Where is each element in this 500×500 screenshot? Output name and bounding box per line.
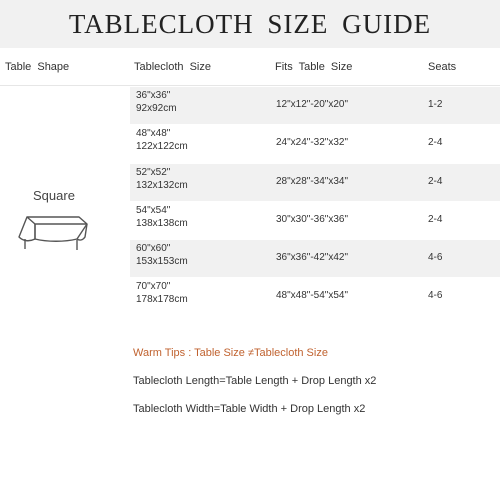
fits-table-size-cell: 12"x12"-20"x20" xyxy=(276,99,349,110)
size-inch: 52"x52" xyxy=(136,167,171,178)
tablecloth-size-cell xyxy=(136,242,188,268)
size-inch: 54"x54" xyxy=(136,205,171,216)
title-bar xyxy=(0,0,500,48)
size-cm: 122x122cm xyxy=(136,141,188,152)
tablecloth-size-cell xyxy=(136,127,188,153)
seats-cell: 2-4 xyxy=(428,176,443,187)
size-cm: 178x178cm xyxy=(136,294,188,305)
size-inch: 70"x70" xyxy=(136,281,171,292)
size-cm: 132x132cm xyxy=(136,180,188,191)
table-header xyxy=(0,48,500,86)
seats-cell: 4-6 xyxy=(428,252,443,263)
warm-tips: Warm Tips : Table Size ≠Tablecloth Size xyxy=(133,347,328,359)
size-inch: 48"x48" xyxy=(136,128,171,139)
table-row xyxy=(130,87,500,124)
seats-cell: 2-4 xyxy=(428,137,443,148)
tablecloth-size-cell xyxy=(136,204,188,230)
shape-label: Square xyxy=(33,188,75,203)
header-table-shape: Table Shape xyxy=(5,61,70,73)
tablecloth-size-cell xyxy=(136,89,177,115)
header-seats: Seats xyxy=(428,61,457,73)
seats-cell: 1-2 xyxy=(428,99,443,110)
fits-table-size-cell: 24"x24"-32"x32" xyxy=(276,137,349,148)
table-row xyxy=(130,125,500,162)
page-title: TABLECLOTH SIZE GUIDE xyxy=(68,8,432,39)
tablecloth-size-cell xyxy=(136,166,188,192)
size-inch: 36"x36" xyxy=(136,90,171,101)
tablecloth-size-cell xyxy=(136,280,188,306)
tablecloth-length-formula: Tablecloth Length=Table Length + Drop Length x2 xyxy=(133,375,377,387)
square-table-icon xyxy=(13,209,95,251)
size-cm: 153x153cm xyxy=(136,256,188,267)
table-row xyxy=(130,202,500,239)
fits-table-size-cell: 30"x30"-36"x36" xyxy=(276,214,349,225)
size-cm: 92x92cm xyxy=(136,103,177,114)
seats-cell: 4-6 xyxy=(428,290,443,301)
table-row xyxy=(130,240,500,277)
size-cm: 138x138cm xyxy=(136,218,188,229)
size-rows xyxy=(130,87,500,317)
header-tablecloth-size: Tablecloth Size xyxy=(134,61,211,73)
seats-cell: 2-4 xyxy=(428,214,443,225)
fits-table-size-cell: 36"x36"-42"x42" xyxy=(276,252,349,263)
fits-table-size-cell: 48"x48"-54"x54" xyxy=(276,290,349,301)
table-row xyxy=(130,164,500,201)
table-row xyxy=(130,278,500,315)
size-inch: 60"x60" xyxy=(136,243,171,254)
fits-table-size-cell: 28"x28"-34"x34" xyxy=(276,176,349,187)
tablecloth-width-formula: Tablecloth Width=Table Width + Drop Length x2 xyxy=(133,403,366,415)
header-fits-table-size: Fits Table Size xyxy=(275,61,353,73)
shape-column xyxy=(0,87,130,319)
